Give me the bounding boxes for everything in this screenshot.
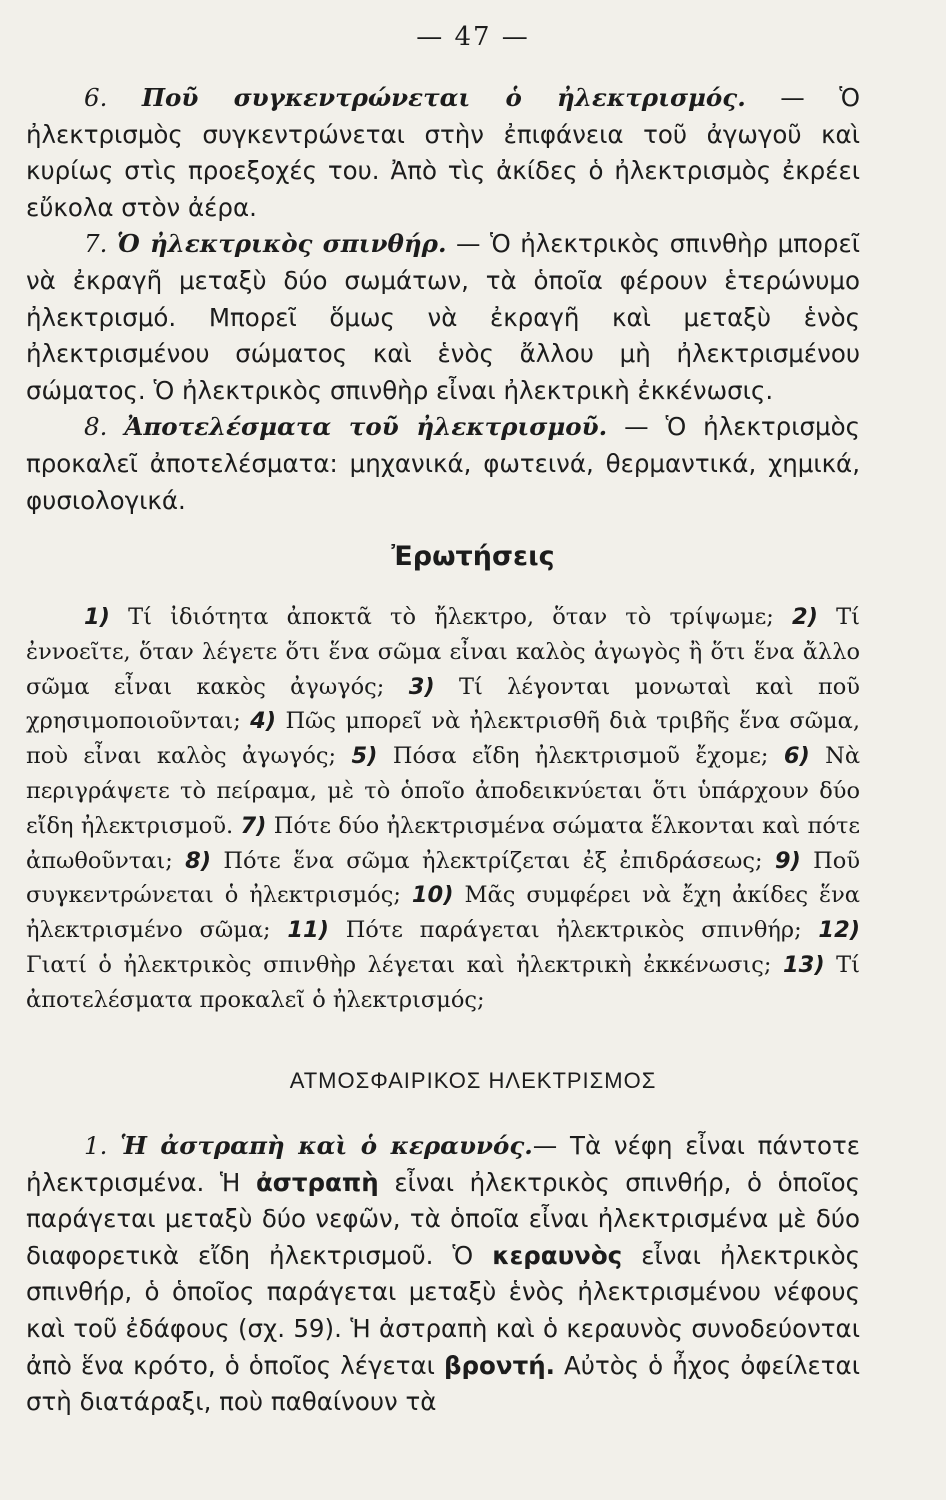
question-text: Τί ἀποτελέσματα προκαλεῖ ὁ ἠλεκτρισμός; xyxy=(26,951,860,1013)
text-part: εἶναι ἠλεκτρικὸς σπινθήρ, ὁ ὁποῖος παράγεται μεταξὺ ἑνὸς ἠλεκτρισμένου νέφους καὶ τοῦ ἐδάφους (σχ. 59). Ἡ ἀστραπὴ καὶ ὁ κεραυνὸς συνοδεύονται ἀπὸ ἕνα κρότο, ὁ ὁποῖος λέγεται xyxy=(26,1240,860,1380)
item-number: 1. xyxy=(84,1131,108,1160)
section-two xyxy=(26,1128,860,1421)
question-8 xyxy=(185,848,762,874)
question-text: Τί ἐννοεῖτε, ὅταν λέγετε ὅτι ἕνα σῶμα εἶναι καλὸς ἀγωγὸς ἢ ὅτι ἕνα ἄλλο σῶμα εἶναι κακὸς ἀγωγός; xyxy=(26,604,860,700)
question-text: Μᾶς συμφέρει νὰ ἔχη ἀκίδες ἕνα ἠλεκτρισμένο σῶμα; xyxy=(26,882,860,944)
paragraph-lightning xyxy=(26,1128,860,1421)
item-number: 6. xyxy=(84,83,108,112)
section-heading: ΑΤΜΟΣΦΑΙΡΙΚΟΣ ΗΛΕΚΤΡΙΣΜΟΣ xyxy=(289,1068,657,1093)
question-text: Τί ἰδιότητα ἀποκτᾶ τὸ ἤλεκτρο, ὅταν τὸ τρίψωμε; xyxy=(128,604,774,630)
question-text: Τί λέγονται μονωταὶ καὶ ποῦ χρησιμοποιοῦνται; xyxy=(26,673,860,735)
question-text: Πότε παράγεται ἠλεκτρικὸς σπινθήρ; xyxy=(345,917,802,944)
question-text: Γιατί ὁ ἠλεκτρικὸς σπινθὴρ λέγεται καὶ ἠλεκτρικὴ ἐκκένωσις; xyxy=(26,951,772,978)
questions-block xyxy=(26,600,860,1018)
question-number: 2) xyxy=(792,604,818,630)
question-11 xyxy=(287,917,801,943)
text-part: εἶναι ἠλεκτρικὸς σπινθήρ, ὁ ὁποῖος παράγεται μεταξὺ δύο νεφῶν, τὰ ὁποῖα εἶναι ἠλεκτρισμένα μὲ δύο διαφορετικὰ εἴδη ἠλεκτρισμοῦ. Ὁ xyxy=(26,1167,860,1270)
question-text: Πόσα εἴδη ἠλεκτρισμοῦ ἔχομε; xyxy=(392,743,769,770)
item-number: 7. xyxy=(84,229,108,259)
question-number: 11) xyxy=(287,917,329,944)
item-number: 8. xyxy=(84,412,108,442)
item-text: — Ὁ ἠλεκτρικὸς σπινθὴρ μπορεῖ νὰ ἐκραγῆ μεταξὺ δύο σωμάτων, τὰ ὁποῖα φέρουν ἑτερώνυμο ἠλεκτρισμό. Μπορεῖ ὅμως νὰ ἐκραγῆ καὶ μεταξὺ ἑνὸς ἠλεκτρισμένου σώματος καὶ ἑνὸς ἄλλου μὴ ἠλεκτρισμένου σώματος. Ὁ ἠλεκτρικὸς σπινθὴρ εἶναι ἠλεκτρικὴ ἐκκένωσις. xyxy=(26,229,860,405)
questions-paragraph xyxy=(26,600,860,1018)
question-text: Νὰ περιγράψετε τὸ πείραμα, μὲ τὸ ὁποῖο ἀποδεικνύεται ὅτι ὑπάρχουν δύο εἴδη ἠλεκτρισμοῦ. xyxy=(26,743,861,839)
question-text: Πότε ἕνα σῶμα ἠλεκτρίζεται ἐξ ἐπιδράσεως; xyxy=(223,847,763,874)
item-text: — Ὁ ἠλεκτρισμὸς προκαλεῖ ἀποτελέσματα: μηχανικά, φωτεινά, θερμαντικά, χημικά, φυσιολογικά. xyxy=(26,412,860,515)
question-text: Πῶς μπορεῖ νὰ ἠλεκτρισθῆ διὰ τριβῆς ἕνα σῶμα, ποὺ εἶναι καλὸς ἀγωγός; xyxy=(26,708,861,770)
page-number: — 47 — xyxy=(416,22,530,52)
item-title: Ἡ ἀστραπὴ καὶ ὁ κεραυνός. xyxy=(120,1131,533,1160)
keyword-thunderbolt: κεραυνὸς xyxy=(492,1240,623,1270)
question-number: 1) xyxy=(84,604,110,630)
question-text: Πότε δύο ἠλεκτρισμένα σώματα ἕλκονται καὶ πότε ἀπωθοῦνται; xyxy=(26,812,860,874)
question-5 xyxy=(352,743,769,769)
question-number: 3) xyxy=(408,673,435,700)
question-number: 6) xyxy=(783,743,810,770)
keyword-thunder: βροντή. xyxy=(443,1350,555,1380)
paragraph-item6 xyxy=(26,80,860,226)
item-title: Ποῦ συγκεντρώνεται ὁ ἠλεκτρισμός. xyxy=(141,83,746,112)
question-text: Ποῦ συγκεντρώνεται ὁ ἠλεκτρισμός; xyxy=(26,847,861,909)
question-number: 9) xyxy=(774,847,801,874)
question-number: 8) xyxy=(185,847,212,874)
question-number: 10) xyxy=(411,882,454,909)
question-1 xyxy=(84,604,774,630)
paragraph-item8 xyxy=(26,409,860,519)
text-part: Αὐτὸς ὁ ἦχος ὀφείλεται στὴ διατάραξι, ποὺ παθαίνουν τὰ xyxy=(26,1350,860,1417)
item-title: Ἀποτελέσματα τοῦ ἠλεκτρισμοῦ. xyxy=(124,412,608,442)
questions-heading: Ἐρωτήσεις xyxy=(391,541,555,572)
question-number: 12) xyxy=(818,917,861,944)
question-number: 5) xyxy=(351,743,378,770)
text-part: — Τὰ νέφη εἶναι πάντοτε ἠλεκτρισμένα. Ἡ xyxy=(26,1131,860,1197)
keyword-lightning: ἀστραπὴ xyxy=(255,1167,379,1197)
item-title: Ὁ ἠλεκτρικὸς σπινθήρ. xyxy=(116,229,447,259)
question-number: 7) xyxy=(240,812,267,839)
section-one xyxy=(26,80,860,519)
question-number: 13) xyxy=(783,951,825,978)
paragraph-item7 xyxy=(26,226,860,409)
item-text: — Ὁ ἠλεκτρισμὸς συγκεντρώνεται στὴν ἐπιφάνεια τοῦ ἀγωγοῦ καὶ κυρίως στὶς προεξοχές του. Ἀπὸ τὶς ἀκίδες ὁ ἠλεκτρισμὸς ἐκρέει εὔκολα στὸν ἀέρα. xyxy=(26,83,860,222)
question-number: 4) xyxy=(250,708,277,735)
